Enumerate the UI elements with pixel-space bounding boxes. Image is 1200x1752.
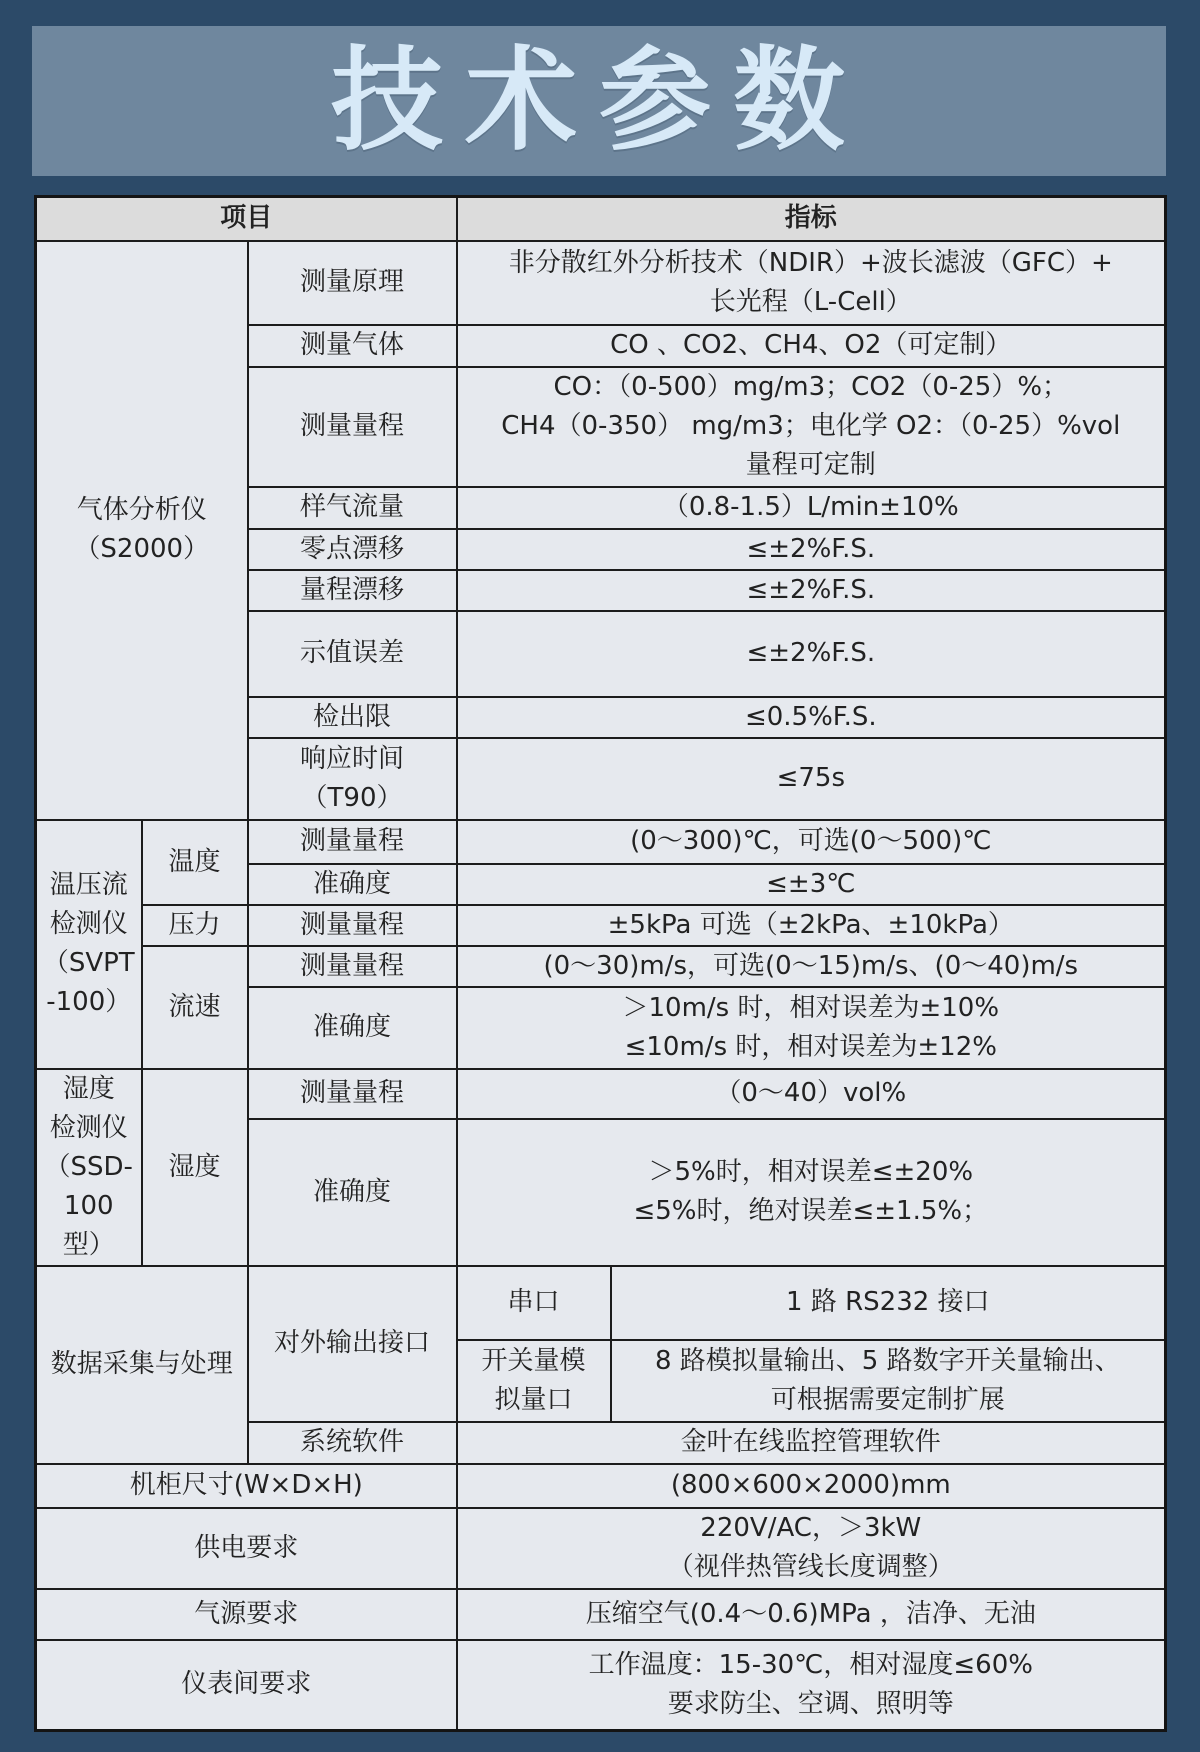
- switch-value: 8 路模拟量输出、5 路数字开关量输出、 可根据需要定制扩展: [611, 1340, 1166, 1422]
- param-label: 测量量程: [248, 905, 457, 946]
- table-row: [36, 1640, 1166, 1731]
- param-value: ≤75s: [457, 738, 1166, 820]
- page-title: 技术参数: [331, 36, 867, 166]
- output-interface-label: 对外输出接口: [248, 1266, 457, 1422]
- param-label: 测量原理: [248, 241, 457, 325]
- param-label: 测量气体: [248, 325, 457, 367]
- table-row: [36, 1589, 1166, 1640]
- title-banner: [32, 26, 1166, 176]
- power-value: 220V/AC，＞3kW （视伴热管线长度调整）: [457, 1508, 1166, 1589]
- sub-humidity: 湿度: [142, 1069, 248, 1266]
- header-spec: 指标: [457, 197, 1166, 241]
- sub-temperature: 温度: [142, 820, 248, 905]
- cabinet-label: 机柜尺寸(W×D×H): [36, 1464, 457, 1508]
- group-daq: 数据采集与处理: [36, 1266, 248, 1464]
- table-row: [36, 1464, 1166, 1508]
- param-value: ＞10m/s 时，相对误差为±10% ≤10m/s 时，相对误差为±12%: [457, 987, 1166, 1069]
- sub-pressure: 压力: [142, 905, 248, 946]
- group-svpt: 温压流 检测仪 （SVPT -100）: [36, 820, 142, 1069]
- table-row: [36, 1069, 1166, 1120]
- param-label: 零点漂移: [248, 529, 457, 570]
- air-label: 气源要求: [36, 1589, 457, 1640]
- group-ssd: 湿度 检测仪 （SSD- 100 型）: [36, 1069, 142, 1266]
- param-value: ≤±2%F.S.: [457, 611, 1166, 697]
- group-gas-analyzer: 气体分析仪 （S2000）: [36, 241, 248, 820]
- table-row: [36, 1266, 1166, 1340]
- param-label: 准确度: [248, 1119, 457, 1265]
- table-row: [36, 241, 1166, 325]
- air-value: 压缩空气(0.4～0.6)MPa ，洁净、无油: [457, 1589, 1166, 1640]
- param-label: 量程漂移: [248, 570, 457, 611]
- param-value: ≤±2%F.S.: [457, 570, 1166, 611]
- param-value: CO：（0-500）mg/m3；CO2（0-25）%； CH4（0-350） mg/m3；电化学 O2：（0-25）%vol 量程可定制: [457, 367, 1166, 487]
- param-value: (0～300)℃，可选(0～500)℃: [457, 820, 1166, 864]
- table-row: [36, 946, 1166, 987]
- param-value: （0～40）vol%: [457, 1069, 1166, 1120]
- param-label: 检出限: [248, 697, 457, 738]
- param-label: 示值误差: [248, 611, 457, 697]
- param-value: ≤±2%F.S.: [457, 529, 1166, 570]
- param-value: (0～30)m/s，可选(0～15)m/s、(0～40)m/s: [457, 946, 1166, 987]
- table-row: [36, 905, 1166, 946]
- param-label: 测量量程: [248, 820, 457, 864]
- param-label: 测量量程: [248, 367, 457, 487]
- param-value: ＞5%时，相对误差≤±20% ≤5%时，绝对误差≤±1.5%；: [457, 1119, 1166, 1265]
- room-label: 仪表间要求: [36, 1640, 457, 1731]
- room-value: 工作温度：15-30℃，相对湿度≤60% 要求防尘、空调、照明等: [457, 1640, 1166, 1731]
- switch-label: 开关量模 拟量口: [457, 1340, 611, 1422]
- power-label: 供电要求: [36, 1508, 457, 1589]
- param-value: CO 、CO2、CH4、O2（可定制）: [457, 325, 1166, 367]
- software-value: 金叶在线监控管理软件: [457, 1422, 1166, 1464]
- spec-table: [34, 195, 1167, 1732]
- table-row: [36, 1508, 1166, 1589]
- param-label: 准确度: [248, 987, 457, 1069]
- param-label: 样气流量: [248, 487, 457, 529]
- software-label: 系统软件: [248, 1422, 457, 1464]
- serial-value: 1 路 RS232 接口: [611, 1266, 1166, 1340]
- table-row: [36, 820, 1166, 864]
- param-label: 准确度: [248, 864, 457, 905]
- param-value: （0.8-1.5）L/min±10%: [457, 487, 1166, 529]
- sub-flow: 流速: [142, 946, 248, 1069]
- header-item: 项目: [36, 197, 457, 241]
- param-value: ±5kPa 可选（±2kPa、±10kPa）: [457, 905, 1166, 946]
- serial-label: 串口: [457, 1266, 611, 1340]
- param-value: ≤±3℃: [457, 864, 1166, 905]
- header-row: [36, 197, 1166, 241]
- param-value: ≤0.5%F.S.: [457, 697, 1166, 738]
- param-label: 响应时间 （T90）: [248, 738, 457, 820]
- param-label: 测量量程: [248, 1069, 457, 1120]
- param-label: 测量量程: [248, 946, 457, 987]
- param-value: 非分散红外分析技术（NDIR）+波长滤波（GFC）+ 长光程（L-Cell）: [457, 241, 1166, 325]
- cabinet-value: (800×600×2000)mm: [457, 1464, 1166, 1508]
